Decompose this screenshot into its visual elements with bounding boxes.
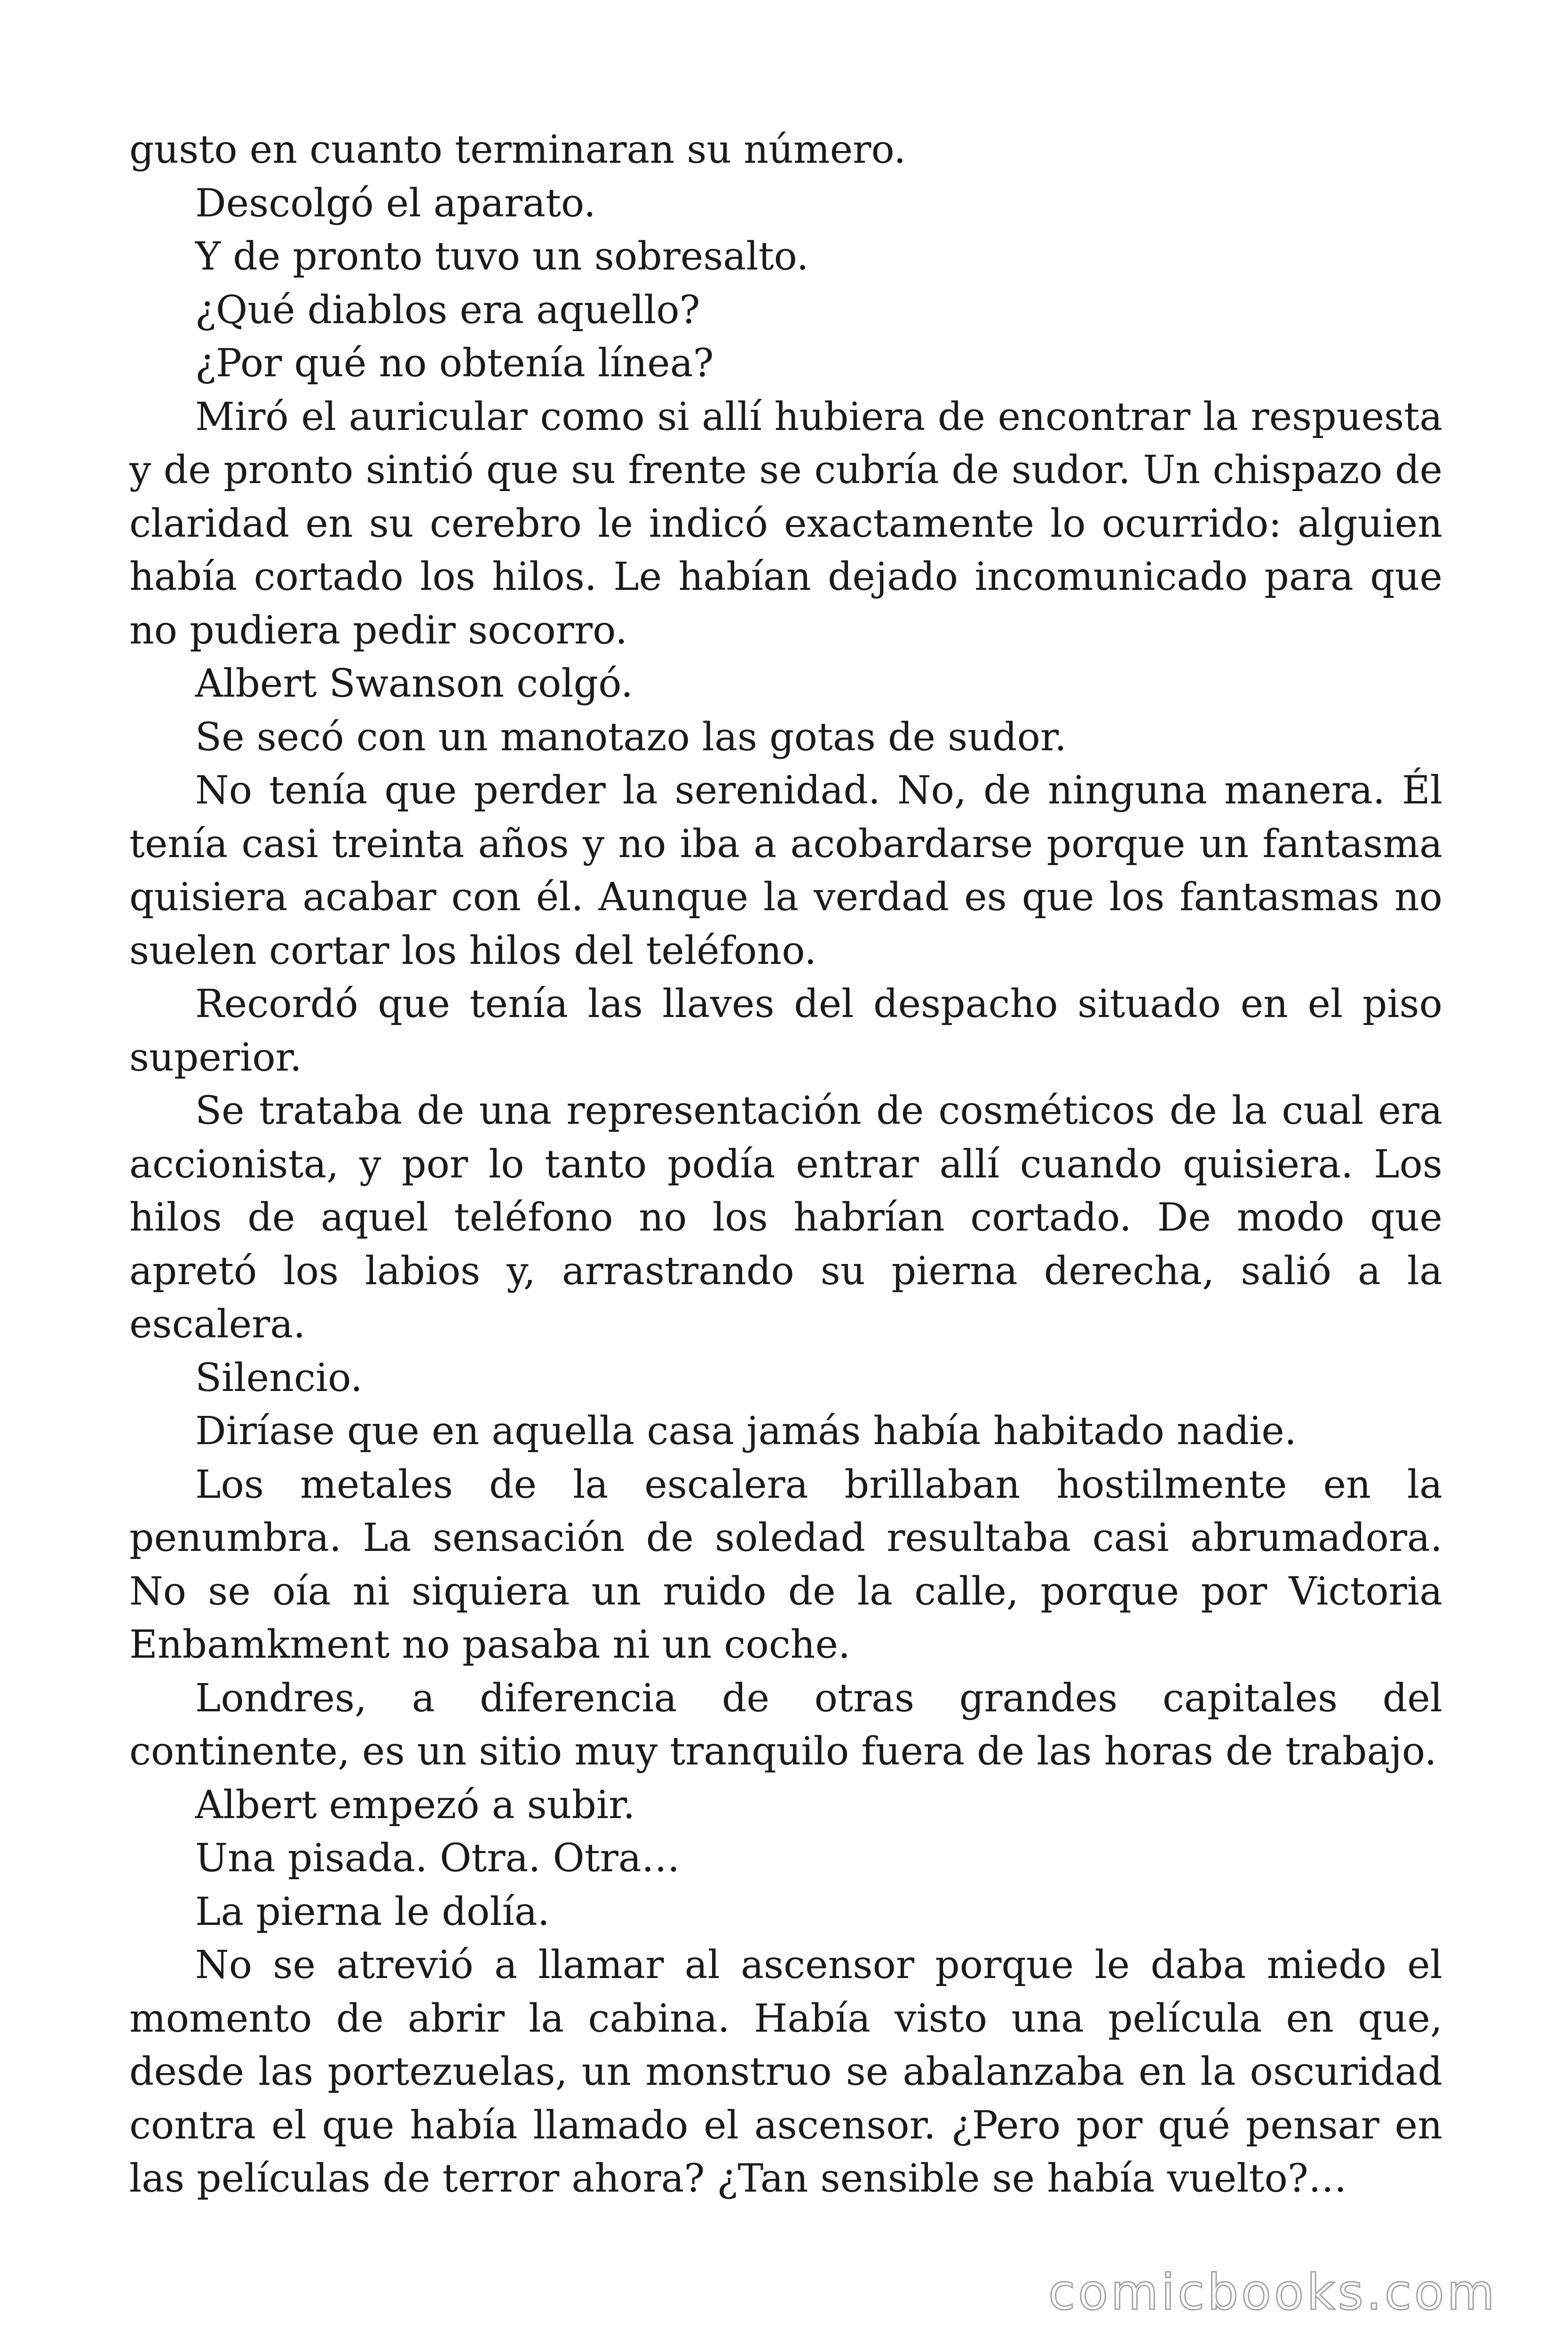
paragraph: Los metales de la escalera brillaban hostilmente en la penumbra. La sensación de soledad resultaba casi abrumadora. No se oía ni siquiera un ruido de la calle, porque por Victoria Enbamkment no pasaba ni un coche. (129, 1462, 1442, 1667)
paragraph: No tenía que perder la serenidad. No, de ninguna manera. Él tenía casi treinta años y no iba a acobardarse porque un fantasma quisiera acabar con él. Aunque la verdad es que los fantasmas no suelen cortar los hilos del teléfono. (129, 768, 1442, 973)
paragraph: La pierna le dolía. (195, 1889, 550, 1934)
watermark: comicbooks.com (1048, 2264, 1497, 2321)
paragraph: Una pisada. Otra. Otra… (195, 1836, 680, 1881)
paragraph: gusto en cuanto terminaran su número. (129, 127, 906, 172)
paragraph: Albert Swanson colgó. (195, 661, 634, 706)
paragraph: Y de pronto tuvo un sobresalto. (195, 234, 809, 279)
paragraph: Miró el auricular como si allí hubiera de encontrar la respuesta y de pronto sintió que su frente se cubría de sudor. Un chispazo de claridad en su cerebro le indicó exactamente lo ocurrido: alguien había cortado los hilos. Le habían dejado incomunicado para que no pudiera pedir socorro. (129, 394, 1442, 653)
paragraph: Londres, a diferencia de otras grandes capitales del continente, es un sitio muy tranquilo fuera de las horas de trabajo. (129, 1676, 1442, 1774)
paragraph: No se atrevió a llamar al ascensor porque le daba miedo el momento de abrir la cabina. Había visto una película en que, desde las portezuelas, un monstruo se abalanzaba en la oscuridad contra el que había llamado el ascensor. ¿Pero por qué pensar en las películas de terror ahora? ¿Tan sensible se había vuelto?… (129, 1943, 1442, 2201)
paragraph: Albert empezó a subir. (195, 1782, 635, 1828)
paragraph: ¿Qué diablos era aquello? (195, 287, 700, 333)
paragraph: Descolgó el aparato. (195, 181, 596, 226)
paragraph: Se secó con un manotazo las gotas de sudor. (195, 715, 1067, 760)
book-page-body (129, 123, 1442, 2206)
paragraph: Silencio. (195, 1355, 363, 1400)
paragraph: ¿Por qué no obtenía línea? (195, 341, 714, 386)
paragraph: Diríase que en aquella casa jamás había habitado nadie. (195, 1409, 1297, 1454)
paragraph: Recordó que tenía las llaves del despacho situado en el piso superior. (129, 982, 1442, 1080)
paragraph: Se trataba de una representación de cosméticos de la cual era accionista, y por lo tanto podía entrar allí cuando quisiera. Los hilos de aquel teléfono no los habrían cortado. De modo que apretó los labios y, arrastrando su pierna derecha, salió a la escalera. (129, 1089, 1442, 1347)
